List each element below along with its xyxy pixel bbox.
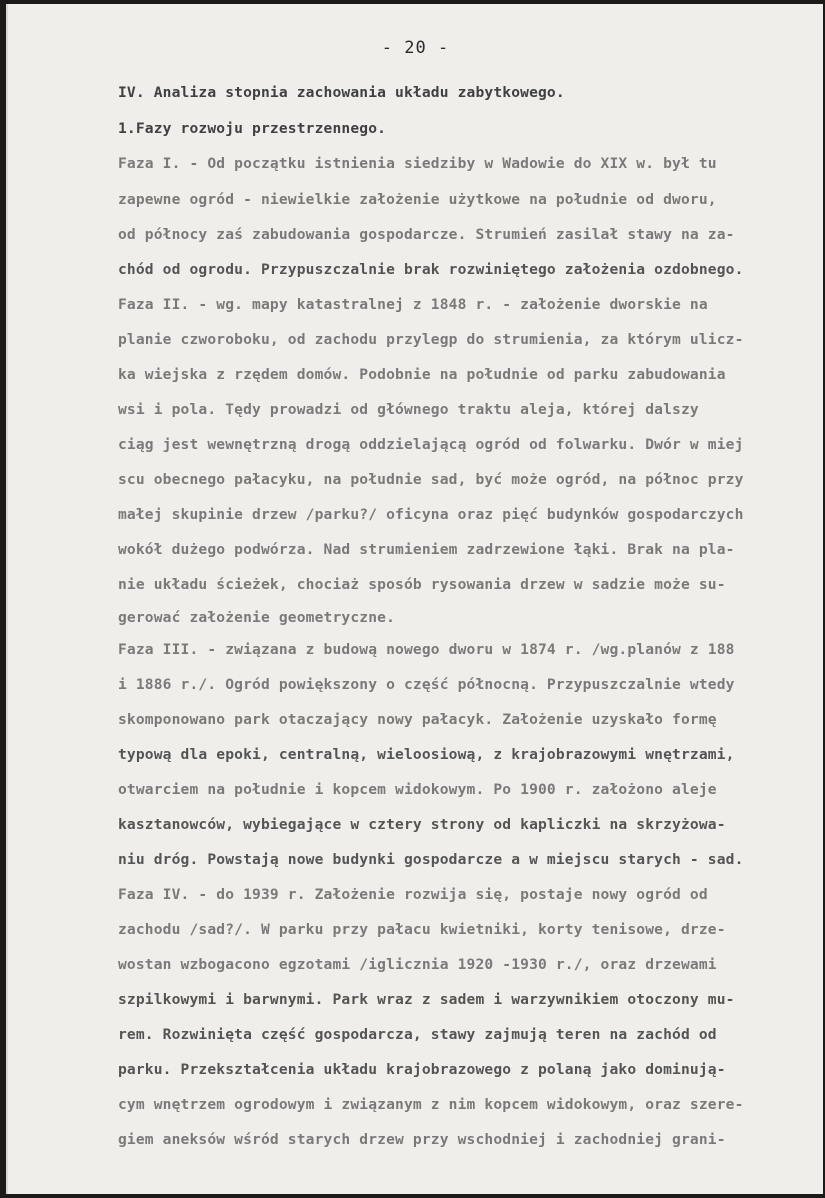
text-line: Faza II. - wg. mapy katastralnej z 1848 r. - założenie dworskie na xyxy=(118,296,708,313)
text-line: wsi i pola. Tędy prowadzi od głównego traktu aleja, której dalszy xyxy=(118,401,699,418)
text-line: nie układu ścieżek, chociaż sposób rysowania drzew w sadzie może su- xyxy=(118,576,726,593)
text-line: niu dróg. Powstają nowe budynki gospodarcze a w miejscu starych - sad. xyxy=(118,851,744,868)
text-line: scu obecnego pałacyku, na południe sad, być może ogród, na północ przy xyxy=(118,471,744,488)
text-line: rem. Rozwinięta część gospodarcza, stawy zajmują teren na zachód od xyxy=(118,1026,717,1043)
section-heading: IV. Analiza stopnia zachowania układu zabytkowego. xyxy=(118,84,565,101)
text-line: kasztanowców, wybiegające w cztery strony od kapliczki na skrzyżowa- xyxy=(118,816,726,833)
text-line: skomponowano park otaczający nowy pałacyk. Założenie uzyskało formę xyxy=(118,711,717,728)
text-line: małej skupinie drzew /parku?/ oficyna oraz pięć budynków gospodarczych xyxy=(118,506,744,523)
text-line: od północy zaś zabudowania gospodarcze. Strumień zasilał stawy na za- xyxy=(118,226,735,243)
page-number: - 20 - xyxy=(381,38,450,58)
text-line: planie czworoboku, od zachodu przylegp do strumienia, za którym ulicz- xyxy=(118,331,744,348)
text-line: giem aneksów wśród starych drzew przy wschodniej i zachodniej grani- xyxy=(118,1131,726,1148)
text-line: gerować założenie geometryczne. xyxy=(118,609,396,626)
subsection-heading: 1.Fazy rozwoju przestrzennego. xyxy=(118,120,387,137)
text-line: chód od ogrodu. Przypuszczalnie brak rozwiniętego założenia ozdobnego. xyxy=(118,261,744,278)
text-line: Faza I. - Od początku istnienia siedziby w Wadowie do XIX w. był tu xyxy=(118,155,717,172)
text-line: wokół dużego podwórza. Nad strumieniem zadrzewione łąki. Brak na pla- xyxy=(118,541,735,558)
text-line: otwarciem na południe i kopcem widokowym. Po 1900 r. założono aleje xyxy=(118,781,717,798)
text-line: typową dla epoki, centralną, wieloosiową, z krajobrazowymi wnętrzami, xyxy=(118,746,735,763)
text-line: zapewne ogród - niewielkie założenie użytkowe na południe od dworu, xyxy=(118,191,717,208)
text-line: parku. Przekształcenia układu krajobrazowego z polaną jako dominują- xyxy=(118,1061,726,1078)
text-line: Faza III. - związana z budową nowego dworu w 1874 r. /wg.planów z 188 xyxy=(118,641,735,658)
text-line: wostan wzbogacono egzotami /iglicznia 1920 -1930 r./, oraz drzewami xyxy=(118,956,717,973)
text-line: i 1886 r./. Ogród powiększony o część północną. Przypuszczalnie wtedy xyxy=(118,676,735,693)
text-line: zachodu /sad?/. W parku przy pałacu kwietniki, korty tenisowe, drze- xyxy=(118,921,726,938)
text-line: ka wiejska z rzędem domów. Podobnie na południe od parku zabudowania xyxy=(118,366,726,383)
text-line: cym wnętrzem ogrodowym i związanym z nim kopcem widokowym, oraz szere- xyxy=(118,1096,744,1113)
typed-page xyxy=(6,4,823,1194)
text-line: Faza IV. - do 1939 r. Założenie rozwija się, postaje nowy ogród od xyxy=(118,886,708,903)
text-line: ciąg jest wewnętrzną drogą oddzielającą ogród od folwarku. Dwór w miej xyxy=(118,436,744,453)
text-line: szpilkowymi i barwnymi. Park wraz z sadem i warzywnikiem otoczony mu- xyxy=(118,991,735,1008)
